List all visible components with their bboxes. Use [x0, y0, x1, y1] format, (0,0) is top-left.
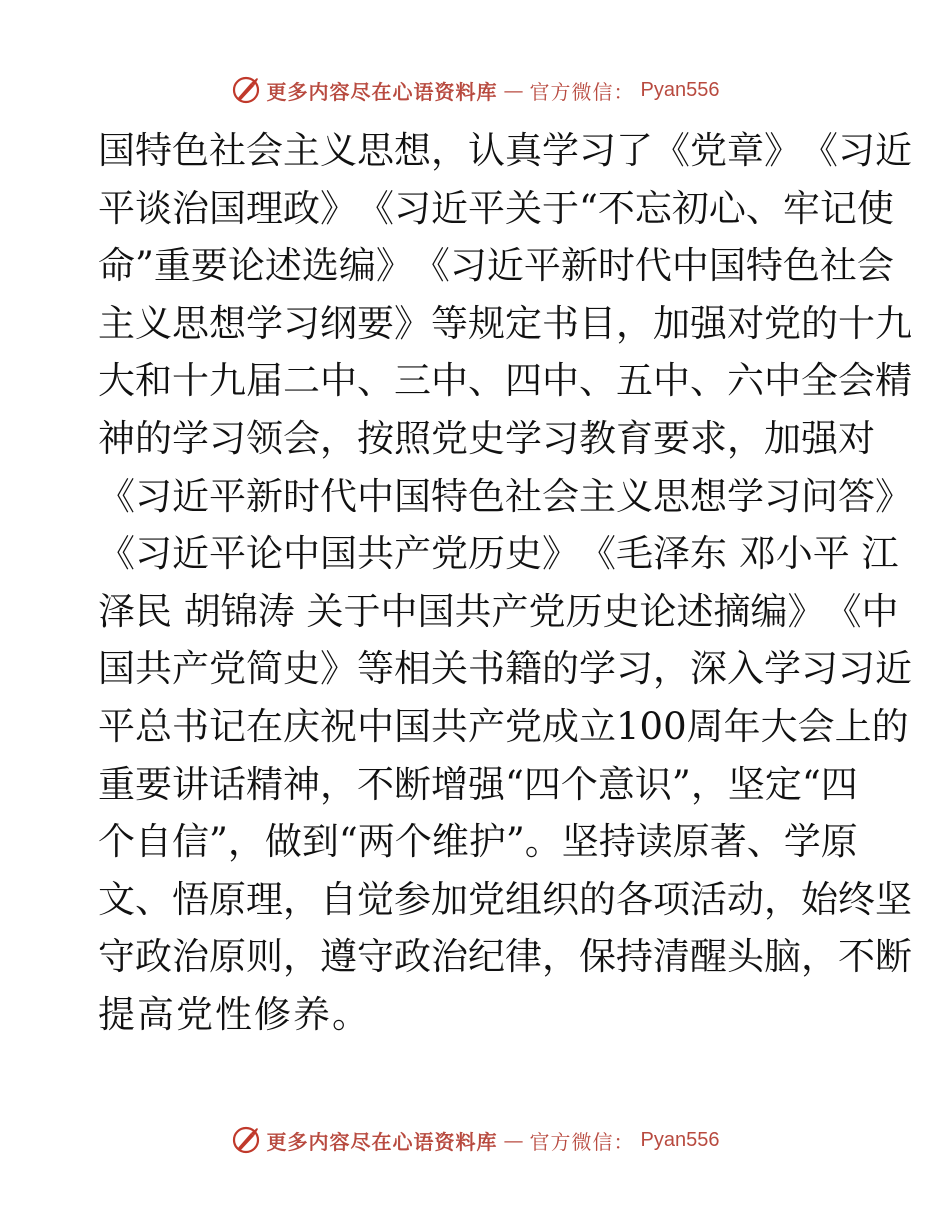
site-banner-text: 更多内容尽在心语资料库: [266, 79, 498, 104]
page-header: [0, 70, 950, 110]
text-line: 守 政 治 原 则 ， 遵 守 政 治 纪 律 ， 保 持 清 醒 头 脑 ， 不 断: [98, 935, 912, 979]
text-line: 大 和 十 九 届 二 中 、 三 中 、 四 中 、 五 中 、 六 中 全 会 精: [98, 359, 912, 403]
text-line: 《 习 近 平 论 中 国 共 产 党 历 史 》 《 毛 泽 东 邓 小 平 江: [98, 532, 899, 576]
text-line: 个 自 信 ” ， 做 到 “ 两 个 维 护 ” 。 坚 持 读 原 著 、 学 原: [98, 820, 858, 864]
text-line: 神 的 学 习 领 会 ， 按 照 党 史 学 习 教 育 要 求 ， 加 强 对: [98, 416, 875, 460]
wechat-label: 官方微信：: [529, 1129, 635, 1154]
banner-separator: —: [503, 1128, 524, 1152]
text-line: 平 总 书 记 在 庆 祝 中 国 共 产 党 成 立 100 周 年 大 会 上 的: [98, 704, 909, 748]
text-line: 国 共 产 党 简 史 》 等 相 关 书 籍 的 学 习 ， 深 入 学 习 习 近: [98, 647, 912, 691]
text-line: 提高党性修养。: [98, 992, 371, 1036]
wechat-label: 官方微信：: [529, 79, 635, 104]
wechat-id: Pyan556: [640, 78, 720, 101]
quill-pen-logo-icon: [231, 1125, 261, 1155]
text-line: 重 要 讲 话 精 神 ， 不 断 增 强 “ 四 个 意 识 ” ， 坚 定 “ 四: [98, 762, 858, 806]
text-line: 泽 民 胡 锦 涛 关 于 中 国 共 产 党 历 史 论 述 摘 编 》 《 中: [98, 589, 899, 633]
page-footer: [0, 1120, 950, 1160]
site-banner-text: 更多内容尽在心语资料库: [266, 1129, 498, 1154]
text-line: 文 、 悟 原 理 ， 自 觉 参 加 党 组 织 的 各 项 活 动 ， 始 终 坚: [98, 877, 912, 921]
banner-separator: —: [503, 78, 524, 102]
body-paragraph: [98, 122, 912, 1044]
text-line: 《 习 近 平 新 时 代 中 国 特 色 社 会 主 义 思 想 学 习 问 答 》: [98, 474, 912, 518]
text-line: 命 ” 重 要 论 述 选 编 》 《 习 近 平 新 时 代 中 国 特 色 社 会: [98, 244, 894, 288]
quill-pen-logo-icon: [231, 75, 261, 105]
text-line: 国 特 色 社 会 主 义 思 想 ， 认 真 学 习 了 《 党 章 》 《 习 近: [98, 129, 912, 172]
text-line: 平 谈 治 国 理 政 》 《 习 近 平 关 于 “ 不 忘 初 心 、 牢 记 使: [98, 186, 894, 230]
wechat-id: Pyan556: [640, 1128, 720, 1151]
text-line: 主 义 思 想 学 习 纲 要 》 等 规 定 书 目 ， 加 强 对 党 的 十 九: [98, 301, 912, 345]
